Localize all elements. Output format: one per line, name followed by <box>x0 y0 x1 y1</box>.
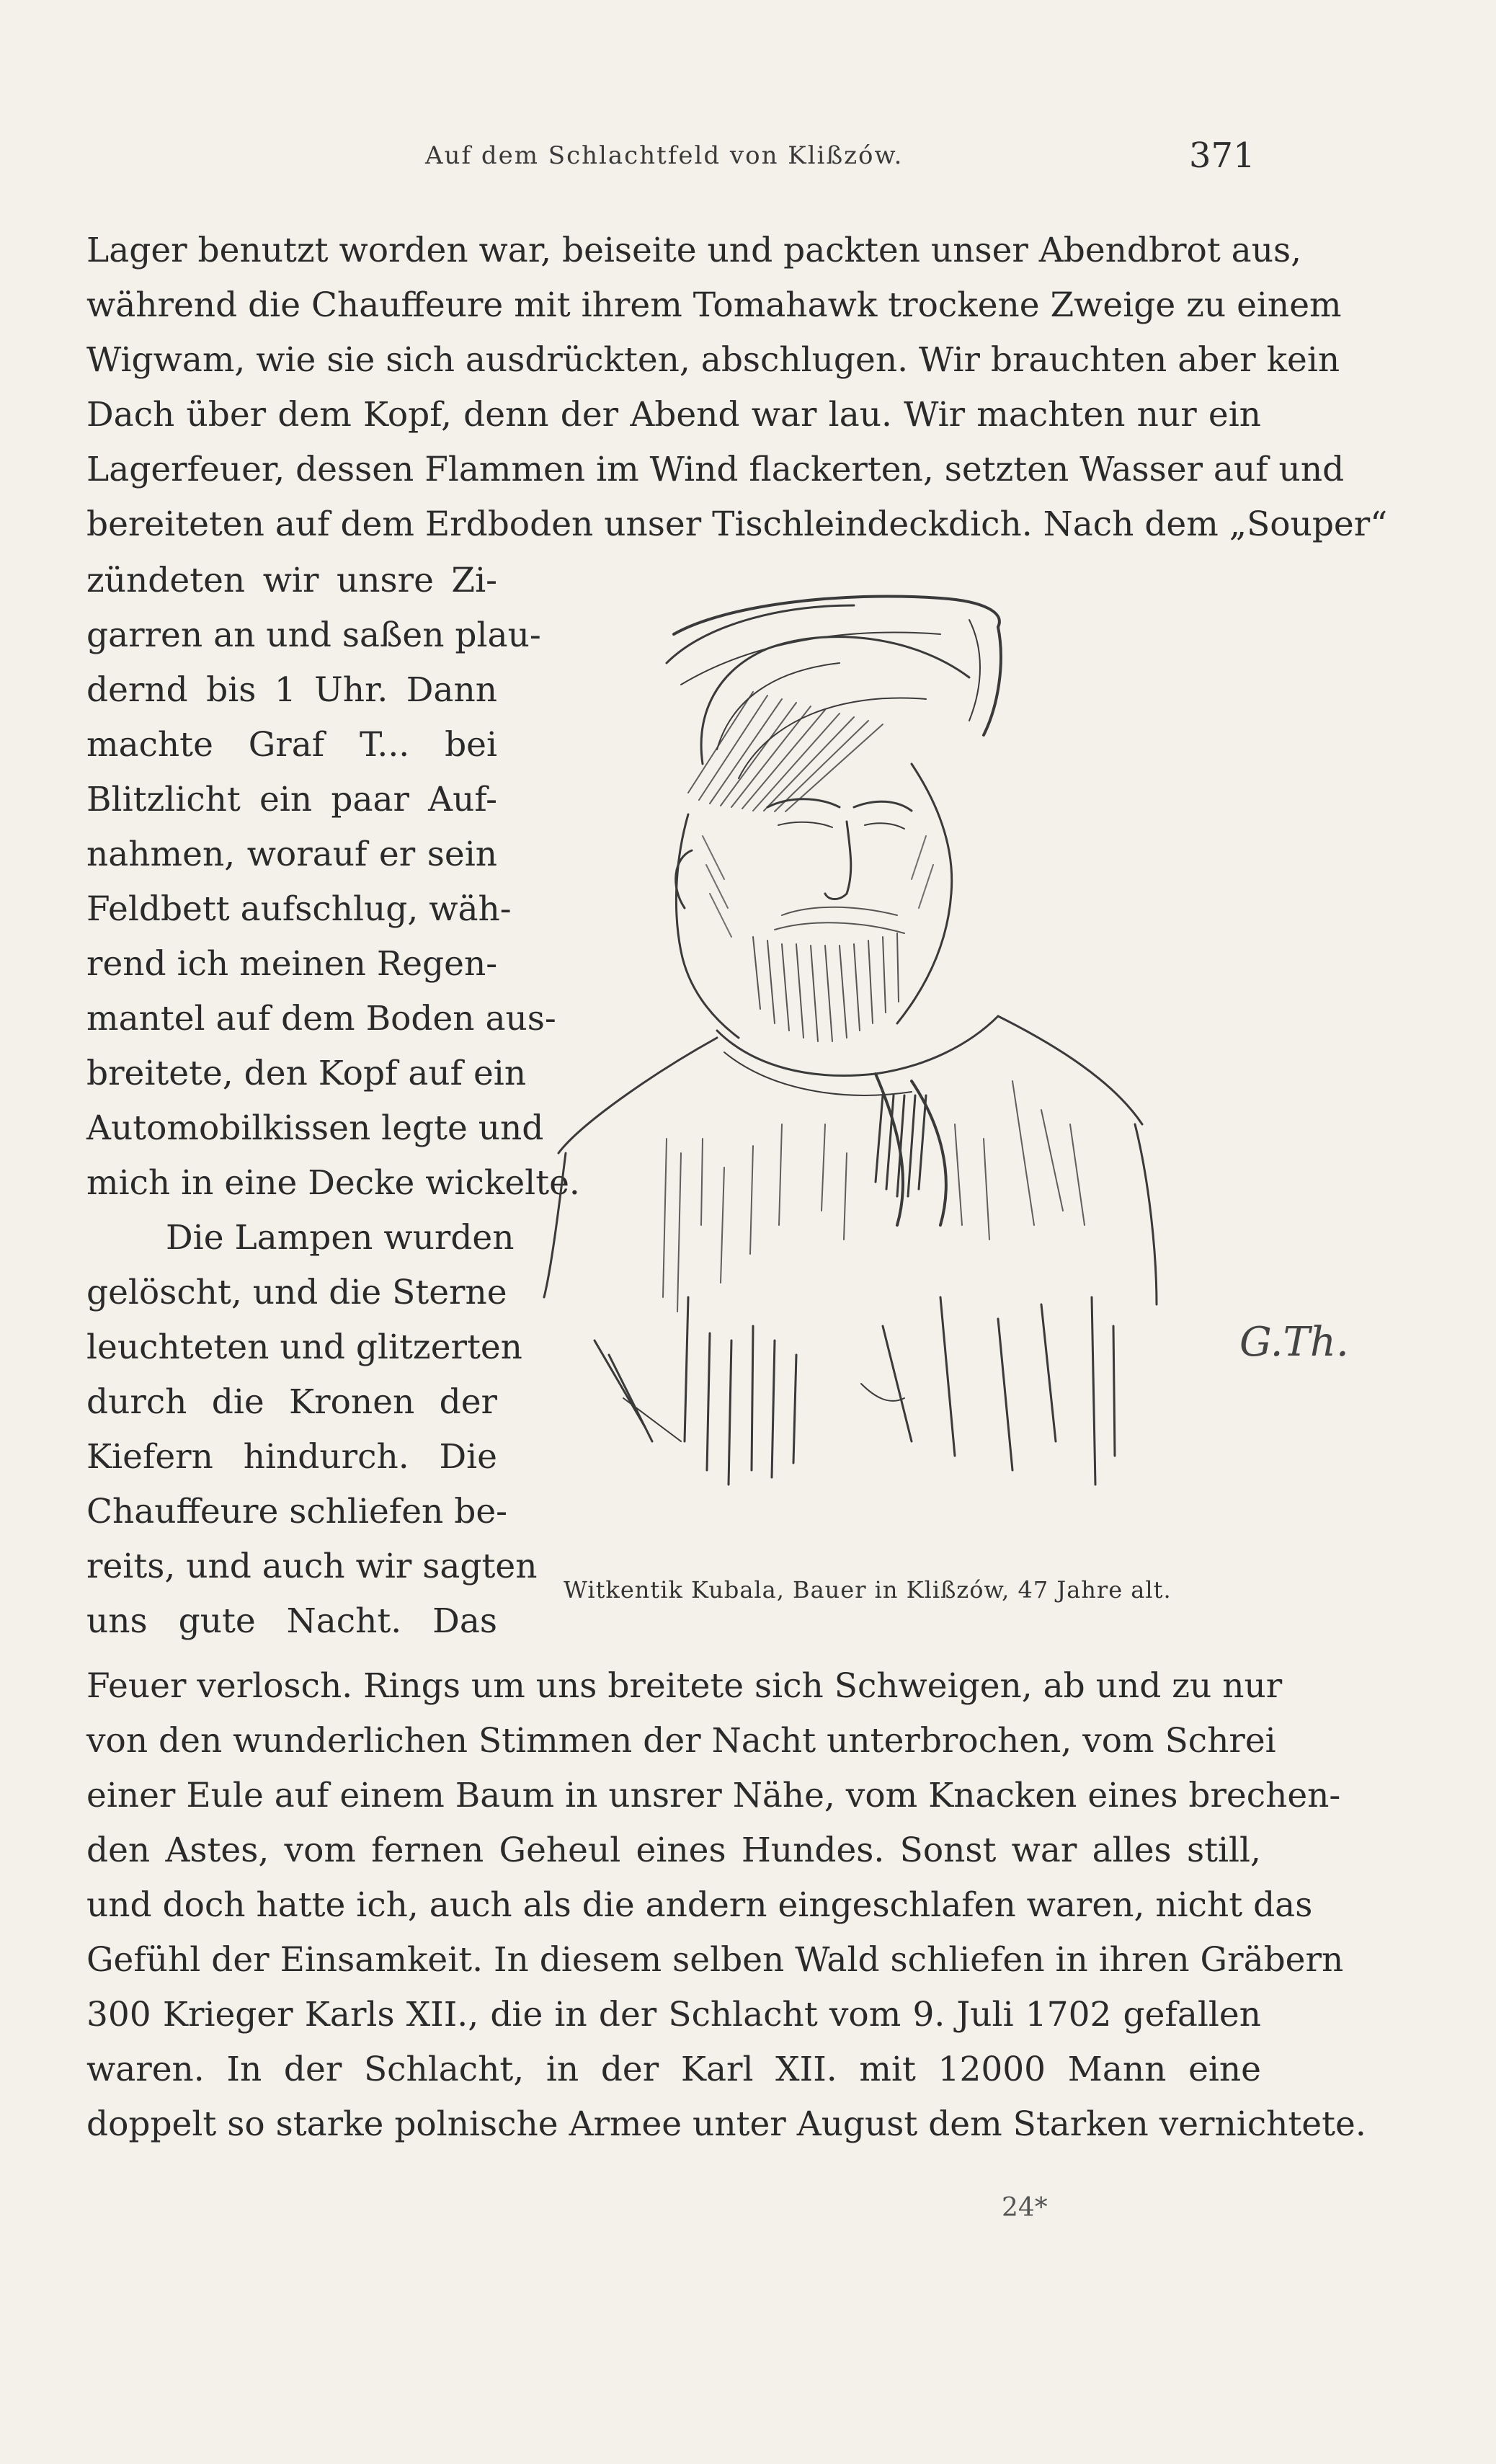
text-line: dernd bis 1 Uhr. Dann <box>86 670 497 710</box>
text-line: reits, und auch wir sagten <box>86 1547 538 1586</box>
figure-caption: Witkentik Kubala, Bauer in Klißzów, 47 Jahre alt. <box>564 1576 1172 1604</box>
sheet-signature-mark: 24* <box>1002 2193 1048 2223</box>
text-line: durch die Kronen der <box>86 1382 497 1422</box>
text-line: Automobilkissen legte und <box>86 1108 544 1148</box>
text-line: nahmen, worauf er sein <box>86 835 497 874</box>
running-title: Auf dem Schlachtfeld von Klißzów. <box>425 141 904 170</box>
text-line: Gefühl der Einsamkeit. In diesem selben Wald schliefen in ihren Gräbern <box>86 1940 1344 1980</box>
text-line: 300 Krieger Karls XII., die in der Schlacht vom 9. Juli 1702 gefallen <box>86 1995 1261 2034</box>
text-line: mantel auf dem Boden aus- <box>86 999 556 1038</box>
text-line: gelöscht, und die Sterne <box>86 1273 507 1312</box>
text-line: Lagerfeuer, dessen Flammen im Wind flackerten, setzten Wasser auf und <box>86 450 1345 489</box>
text-line: den Astes, vom fernen Geheul eines Hundes. Sonst war alles still, <box>86 1831 1261 1870</box>
text-line: Feldbett aufschlug, wäh- <box>86 889 512 929</box>
text-line: waren. In der Schlacht, in der Karl XII. mit 12000 Mann eine <box>86 2050 1261 2089</box>
text-line: Blitzlicht ein paar Auf- <box>86 780 497 819</box>
artist-signature: G.Th. <box>1239 1319 1349 1366</box>
text-line: von den wunderlichen Stimmen der Nacht unterbrochen, vom Schrei <box>86 1721 1276 1761</box>
text-line: Feuer verlosch. Rings um uns breitete sich Schweigen, ab und zu nur <box>86 1666 1283 1706</box>
text-line: breitete, den Kopf auf ein <box>86 1054 527 1093</box>
text-line: Dach über dem Kopf, denn der Abend war lau. Wir machten nur ein <box>86 395 1261 435</box>
text-line: bereiteten auf dem Erdboden unser Tischleindeckdich. Nach dem „Souper“ <box>86 504 1388 544</box>
text-line: doppelt so starke polnische Armee unter August dem Starken vernichtete. <box>86 2104 1366 2144</box>
text-line: Die Lampen wurden <box>166 1218 515 1258</box>
text-line: mich in eine Decke wickelte. <box>86 1163 580 1203</box>
text-line: während die Chauffeure mit ihrem Tomahawk trockene Zweige zu einem <box>86 285 1342 325</box>
page-number: 371 <box>1189 135 1255 176</box>
text-line: uns gute Nacht. Das <box>86 1601 497 1641</box>
sketch-portrait-icon <box>537 577 1358 1578</box>
text-line: Kiefern hindurch. Die <box>86 1437 497 1477</box>
text-line: und doch hatte ich, auch als die andern eingeschlafen waren, nicht das <box>86 1885 1313 1925</box>
text-line: machte Graf T... bei <box>86 725 497 765</box>
text-line: einer Eule auf einem Baum in unsrer Nähe, vom Knacken eines brechen- <box>86 1776 1341 1815</box>
text-line: Chauffeure schliefen be- <box>86 1492 508 1531</box>
text-line: leuchteten und glitzerten <box>86 1327 522 1367</box>
text-line: rend ich meinen Regen- <box>86 944 498 984</box>
text-line: Wigwam, wie sie sich ausdrückten, abschlugen. Wir brauchten aber kein <box>86 340 1340 380</box>
text-line: zündeten wir unsre Zi- <box>86 561 497 600</box>
text-line: Lager benutzt worden war, beiseite und packten unser Abendbrot aus, <box>86 231 1302 270</box>
text-line: garren an und saßen plau- <box>86 615 541 655</box>
